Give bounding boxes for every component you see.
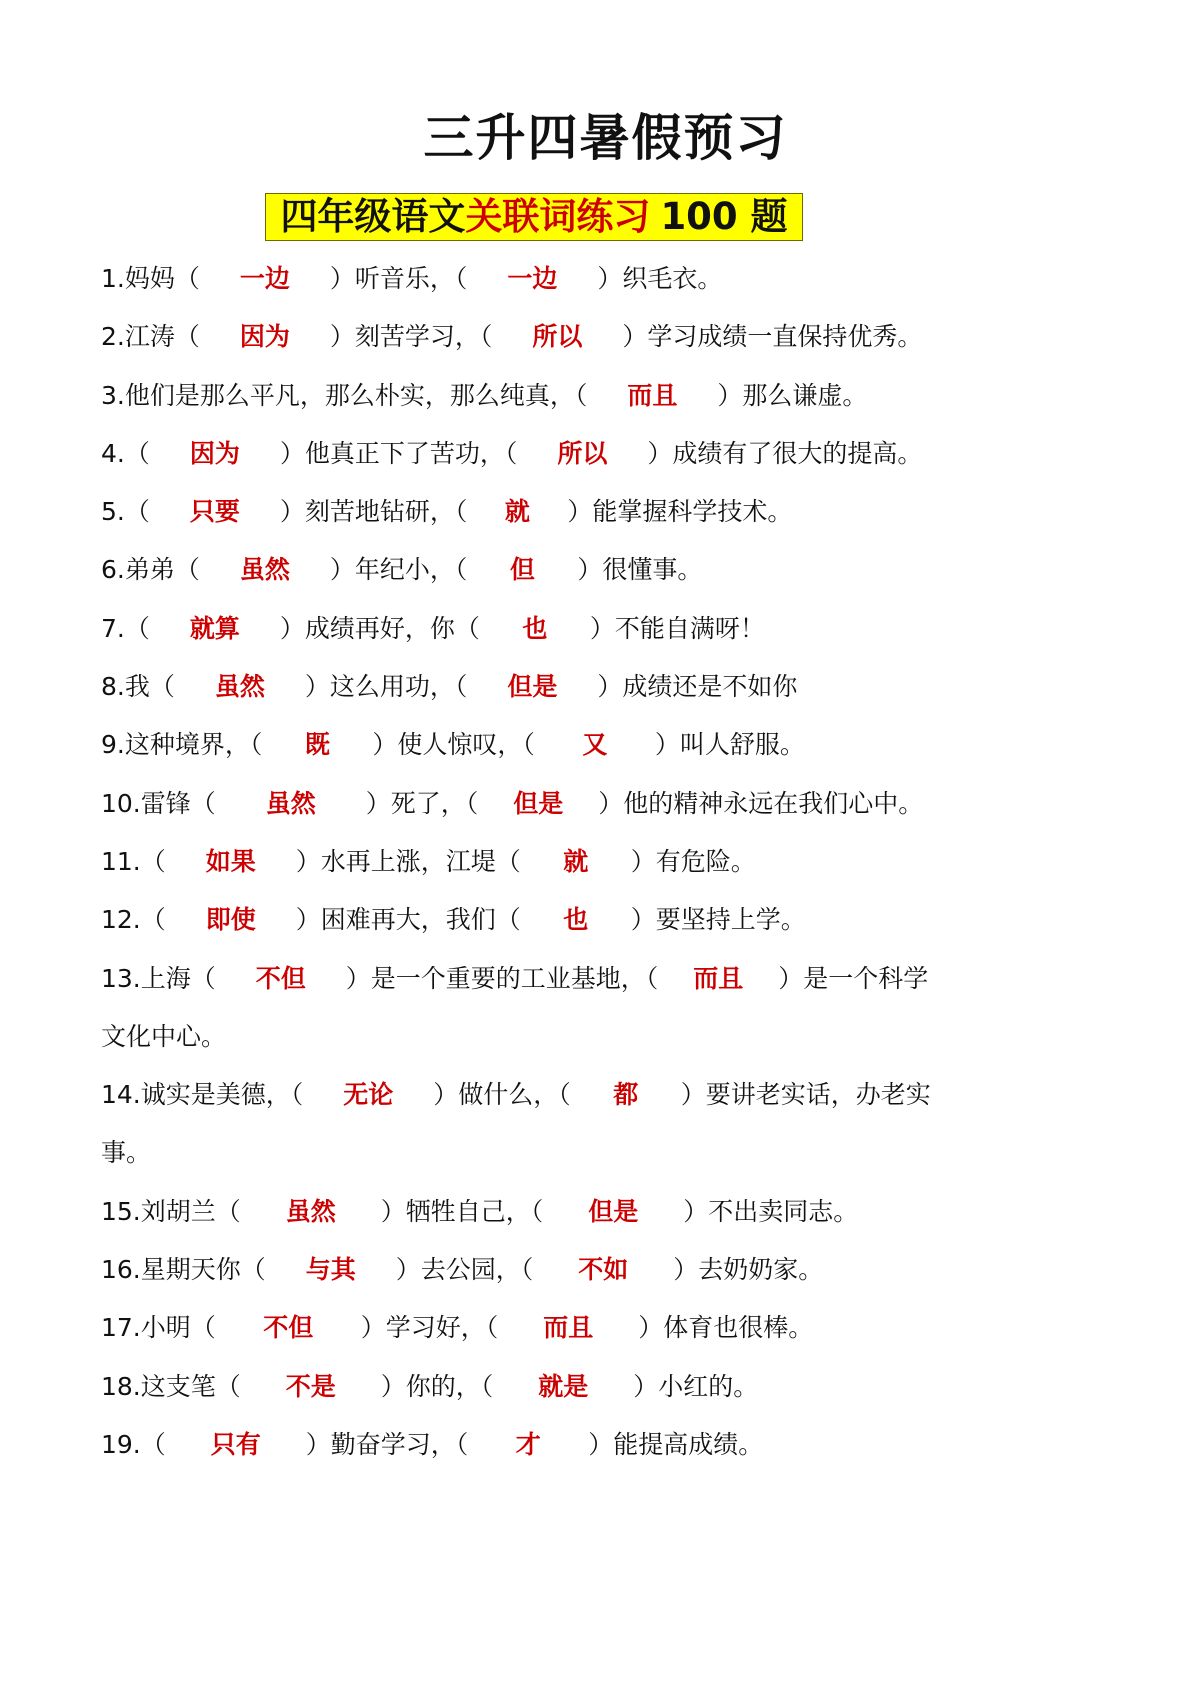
question-9 [101, 716, 1101, 774]
question-number: 14. [101, 1080, 141, 1110]
question-number: 4. [101, 438, 125, 468]
answer-blank: 但是 [507, 672, 558, 702]
question-text: ）这么用功，（ [304, 672, 468, 702]
question-text: ）使人惊叹，（ [372, 730, 535, 760]
question-number: 12. [101, 905, 141, 935]
answer-blank: 而且 [693, 963, 744, 993]
question-number: 11. [101, 846, 141, 876]
question-text: ）能掌握科学技术。 [567, 497, 793, 527]
question-number: 5. [101, 497, 125, 527]
question-text: （ [124, 497, 150, 527]
answer-blank: 所以 [532, 322, 583, 352]
question-13 [101, 950, 1101, 1008]
question-text: 他们是那么平凡，那么朴实，那么纯真，（ [124, 380, 588, 410]
question-number: 3. [101, 380, 125, 410]
question-3 [101, 367, 1101, 425]
question-text: 上海（ [140, 963, 216, 993]
question-text: ）要讲老实话，办老实 [680, 1080, 931, 1110]
question-text: ）牺牲自己，（ [380, 1196, 544, 1226]
answer-blank: 而且 [543, 1313, 594, 1343]
question-text: ）体育也很棒。 [638, 1313, 814, 1343]
question-text: ）勤奋学习，（ [305, 1429, 469, 1459]
question-text: ）要坚持上学。 [630, 905, 806, 935]
question-number: 8. [101, 672, 125, 702]
question-6 [101, 541, 1101, 599]
answer-blank: 不是 [285, 1371, 336, 1401]
question-14 [101, 1066, 1101, 1124]
question-number: 17. [101, 1313, 141, 1343]
question-list [101, 250, 1101, 1474]
question-13-continuation [101, 1008, 1101, 1066]
answer-blank: 所以 [557, 438, 608, 468]
answer-blank: 即使 [205, 905, 256, 935]
question-number: 6. [101, 555, 125, 585]
answer-blank: 而且 [627, 380, 678, 410]
question-number: 18. [101, 1371, 141, 1401]
question-number: 2. [101, 322, 125, 352]
question-text: （ [124, 438, 150, 468]
answer-blank: 就是 [538, 1371, 589, 1401]
question-2 [101, 308, 1101, 366]
answer-blank: 与其 [305, 1255, 356, 1285]
question-text: ）水再上涨，江堤（ [295, 846, 521, 876]
answer-blank: 但 [509, 555, 535, 585]
answer-blank: 虽然 [214, 672, 265, 702]
question-text: （ [140, 905, 166, 935]
question-text: ）学习好，（ [360, 1313, 499, 1343]
question-5 [101, 483, 1101, 541]
answer-blank: 只要 [189, 497, 240, 527]
subtitle-banner [265, 193, 803, 241]
answer-blank: 就 [504, 497, 530, 527]
question-16 [101, 1241, 1101, 1299]
answer-blank: 虽然 [285, 1196, 336, 1226]
question-14-continuation [101, 1124, 1101, 1182]
question-text: ）学习成绩一直保持优秀。 [622, 322, 923, 352]
question-18 [101, 1358, 1101, 1416]
answer-blank: 就算 [189, 613, 240, 643]
question-7 [101, 600, 1101, 658]
question-text: 这支笔（ [140, 1371, 241, 1401]
question-1 [101, 250, 1101, 308]
question-number: 1. [101, 264, 125, 293]
answer-blank: 因为 [239, 322, 290, 352]
question-text: ）那么谦虚。 [717, 380, 868, 410]
question-text: 诚实是美德，（ [140, 1080, 304, 1110]
answer-blank: 又 [582, 730, 608, 760]
answer-blank: 就 [563, 846, 589, 876]
question-text: 雷锋（ [140, 788, 216, 818]
question-text: ）能提高成绩。 [588, 1429, 764, 1459]
answer-blank: 才 [515, 1429, 541, 1459]
question-text: ）成绩还是不如你 [597, 672, 798, 702]
question-text: ）他真正下了苦功，（ [279, 438, 518, 468]
question-text: ）去奶奶家。 [673, 1255, 824, 1285]
question-text: ）刻苦学习，（ [329, 322, 493, 352]
question-text: ）成绩有了很大的提高。 [647, 438, 923, 468]
question-number: 9. [101, 730, 125, 760]
answer-blank: 因为 [189, 438, 240, 468]
question-text: ）刻苦地钻研，（ [279, 497, 468, 527]
question-text: ）年纪小，（ [329, 555, 468, 585]
answer-blank: 但是 [588, 1196, 639, 1226]
question-text: 这种境界，（ [124, 730, 263, 760]
question-10 [101, 775, 1101, 833]
question-text: ）做什么，（ [433, 1080, 571, 1110]
question-number: 10. [101, 788, 141, 818]
question-17 [101, 1299, 1101, 1357]
answer-blank: 一边 [507, 264, 558, 293]
question-text: ）他的精神永远在我们心中。 [598, 788, 924, 818]
answer-blank: 也 [522, 613, 548, 643]
answer-blank: 只有 [210, 1429, 261, 1459]
question-text: ）你的，（ [380, 1371, 494, 1401]
question-4 [101, 425, 1101, 483]
question-11 [101, 833, 1101, 891]
question-text: ）织毛衣。 [597, 264, 723, 293]
question-text: ）死了，（ [365, 788, 479, 818]
question-text: ）有危险。 [630, 846, 756, 876]
question-text: （ [140, 846, 166, 876]
question-number: 19. [101, 1429, 141, 1459]
question-number: 7. [101, 613, 125, 643]
question-text: 星期天你（ [140, 1255, 266, 1285]
answer-blank: 虽然 [239, 555, 290, 585]
question-text: 事。 [101, 1138, 152, 1168]
answer-blank: 不但 [263, 1313, 314, 1343]
answer-blank: 不但 [255, 963, 306, 993]
question-text: ）成绩再好，你（ [279, 613, 480, 643]
question-text: 刘胡兰（ [140, 1196, 241, 1226]
question-text: ）小红的。 [633, 1371, 759, 1401]
question-text: ）叫人舒服。 [654, 730, 805, 760]
question-text: 我（ [124, 672, 175, 702]
question-text: ）很懂事。 [577, 555, 703, 585]
question-text: 妈妈（ [124, 264, 200, 293]
answer-blank: 既 [304, 730, 330, 760]
question-19 [101, 1416, 1101, 1474]
question-text: 弟弟（ [124, 555, 200, 585]
question-text: 江涛（ [124, 322, 200, 352]
question-15 [101, 1183, 1101, 1241]
question-text: ）不能自满呀！ [589, 613, 765, 643]
answer-blank: 一边 [239, 264, 290, 293]
answer-blank: 也 [563, 905, 589, 935]
banner-prefix: 四年级语文 [280, 195, 466, 238]
question-text: （ [124, 613, 150, 643]
question-8 [101, 658, 1101, 716]
question-text: ）不出卖同志。 [683, 1196, 859, 1226]
question-12 [101, 891, 1101, 949]
question-text: （ [140, 1429, 166, 1459]
answer-blank: 不如 [578, 1255, 629, 1285]
question-number: 15. [101, 1196, 141, 1226]
banner-highlight: 关联词练习 [465, 195, 651, 238]
question-text: ）是一个科学 [778, 963, 929, 993]
answer-blank: 无论 [343, 1080, 394, 1110]
answer-blank: 虽然 [265, 788, 316, 818]
question-text: ）困难再大，我们（ [295, 905, 521, 935]
answer-blank: 如果 [205, 846, 256, 876]
question-text: 小明（ [140, 1313, 216, 1343]
page-title: 三升四暑假预习 [423, 109, 788, 167]
question-text: 文化中心。 [101, 1021, 227, 1051]
question-text: ）去公园，（ [395, 1255, 534, 1285]
banner-count: 100 题 [660, 195, 788, 238]
answer-blank: 但是 [513, 788, 564, 818]
question-number: 13. [101, 963, 141, 993]
question-text: ）听音乐，（ [329, 264, 468, 293]
question-number: 16. [101, 1255, 141, 1285]
answer-blank: 都 [613, 1080, 639, 1110]
question-text: ）是一个重要的工业基地，（ [345, 963, 659, 993]
